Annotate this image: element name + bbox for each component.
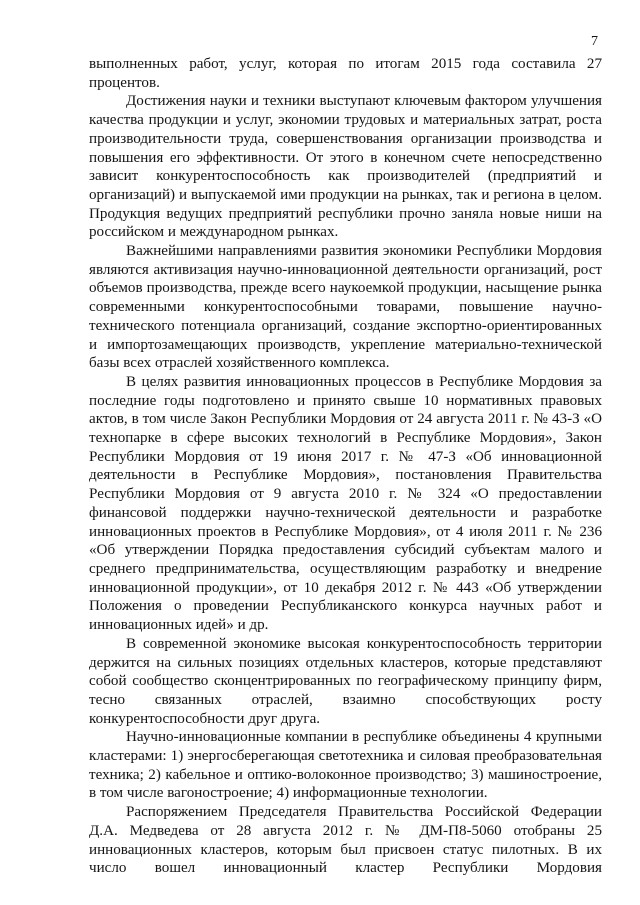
paragraph-development-directions: Важнейшими направлениями развития экономики Республики Мордовия являются активизация научно-инновационной деятельности организаций, рост объемов производства, прежде всего наукоемкой продукции, насыщение рынка современными конкурентоспособными товарами, повышение научно-технического потенциала организаций, создание экспортно-ориентированных и импортозамещающих производств, укрепление материально-технической базы всех отраслей хозяйственного комплекса. bbox=[89, 243, 602, 372]
paragraph-continuation: выполненных работ, услуг, которая по итогам 2015 года составила 27 процентов. bbox=[89, 56, 602, 91]
paragraph-four-clusters: Научно-инновационные компании в республике объединены 4 крупными кластерами: 1) энергосберегающая светотехника и силовая преобразовательная техника; 2) кабельное и оптико-волоконное производство; 3) машиностроение, в том числе вагоностроение; 4) информационные технологии. bbox=[89, 729, 602, 802]
page-number: 7 bbox=[591, 34, 598, 49]
paragraph-clusters-competitiveness: В современной экономике высокая конкурентоспособность территории держится на сильных позициях отдельных кластеров, которые представляют собой сообщество сконцентрированных по географическому принципу фирм, тесно связанных отраслей, взаимно способствующих росту конкурентоспособности друг друга. bbox=[89, 635, 602, 727]
paragraph-science-technology: Достижения науки и техники выступают ключевым фактором улучшения качества продукции и услуг, экономии трудовых и материальных затрат, роста производительности труда, совершенствования организации производства и повышения его эффективности. От этого в конечном счете непосредственно зависит конкурентоспособность как производителей (предприятий и организаций) и выпускаемой ими продукции на рынках, так и региона в целом. Продукция ведущих предприятий республики прочно заняла новые ниши на российском и международном рынках. bbox=[89, 93, 602, 241]
body-text bbox=[89, 55, 602, 878]
paragraph-pilot-clusters: Распоряжением Председателя Правительства Российской Федерации Д.А. Медведева от 28 августа 2012 г. № ДМ-П8-5060 отобраны 25 инновационных кластеров, которым был присвоен статус пилотных. В их число вошел инновационный кластер Республики Мордовия bbox=[89, 804, 602, 877]
paragraph-legal-acts: В целях развития инновационных процессов в Республике Мордовия за последние годы подготовлено и принято свыше 10 нормативных правовых актов, в том числе Закон Республики Мордовия от 24 августа 2011 г. № 43-З «О технопарке в сфере высоких технологий в Республике Мордовия», Закон Республики Мордовия от 19 июня 2017 г. № 47-З «Об инновационной деятельности в Республике Мордовия», постановления Правительства Республики Мордовия от 9 августа 2010 г. № 324 «О предоставлении финансовой поддержки научно-технической деятельности и разработке инновационных проектов в Республике Мордовия», от 4 июля 2011 г. № 236 «Об утверждении Порядка предоставления субсидий субъектам малого и среднего предпринимательства, осуществляющим разработку и внедрение инновационной продукции», от 10 декабря 2012 г. № 443 «Об утверждении Положения о проведении Республиканского конкурса научных работ и инновационных идей» и др. bbox=[89, 373, 602, 634]
